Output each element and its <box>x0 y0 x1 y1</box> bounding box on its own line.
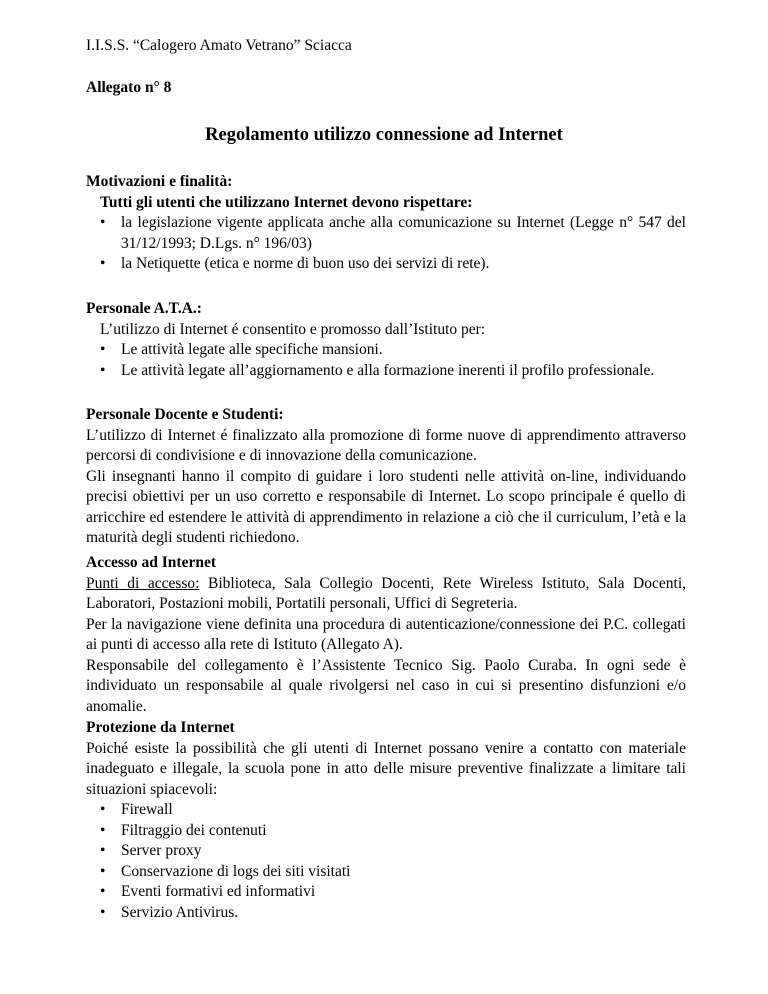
bullet-icon: • <box>100 903 106 921</box>
list-item: • Filtraggio dei contenuti <box>100 821 686 842</box>
section-intro: L’utilizzo di Internet é consentito e promosso dall’Istituto per: <box>100 320 486 338</box>
section-motivazioni <box>86 172 686 275</box>
access-label: Punti di accesso: <box>86 574 200 592</box>
list-item: • Eventi formativi ed informativi <box>100 882 686 903</box>
bullet-icon: • <box>100 821 106 839</box>
bullet-icon: • <box>100 862 106 880</box>
section-heading: Protezione da Internet <box>86 719 235 736</box>
list-item: • Le attività legate alle specifiche mansioni. <box>100 340 686 361</box>
list-item: • Le attività legate all’aggiornamento e alla formazione inerenti il profilo professionale. <box>100 361 686 382</box>
annex-number: Allegato n° 8 <box>86 79 172 96</box>
list-item: • la legislazione vigente applicata anche alla comunicazione su Internet (Legge n° 547 del 31/12/1993; D.Lgs. n° 196/03) <box>100 214 686 252</box>
paragraph: L’utilizzo di Internet é finalizzato alla promozione di forme nuove di apprendimento attraverso percorsi di condivisione e di innovazione della comunicazione. <box>86 426 686 464</box>
school-header: I.I.S.S. “Calogero Amato Vetrano” Sciacca <box>86 37 352 54</box>
bullet-icon: • <box>100 842 106 859</box>
section-heading: Personale Docente e Studenti: <box>86 406 284 423</box>
section-heading: Motivazioni e finalità: <box>86 173 233 190</box>
bullet-icon: • <box>100 341 106 358</box>
paragraph: Punti di accesso: Biblioteca, Sala Collegio Docenti, Rete Wireless Istituto, Sala Docenti, Laboratori, Postazioni mobili, Portatili personali, Uffici di Segreteria. <box>86 574 686 612</box>
section-protezione <box>86 718 686 923</box>
bullet-icon: • <box>100 214 106 231</box>
paragraph: Poiché esiste la possibilità che gli utenti di Internet possano venire a contatto con materiale inadeguato e illegale, la scuola pone in atto delle misure preventive finalizzate a limitare tali situazioni spiacevoli: <box>86 739 686 798</box>
bullet-list <box>86 800 686 923</box>
section-accesso <box>86 553 686 717</box>
section-heading: Personale A.T.A.: <box>86 300 202 317</box>
paragraph: Responsabile del collegamento è l’Assistente Tecnico Sig. Paolo Curaba. In ogni sede è individuato un responsabile al quale rivolgersi nel caso in cui si presentino disfunzioni e/o anomalie. <box>86 656 686 715</box>
bullet-list <box>86 340 686 381</box>
bullet-icon: • <box>100 361 106 379</box>
section-subheading: Tutti gli utenti che utilizzano Internet devono rispettare: <box>100 193 473 211</box>
list-item: • la Netiquette (etica e norme di buon uso dei servizi di rete). <box>100 254 686 275</box>
list-item: • Firewall <box>100 800 686 821</box>
section-personale-ata <box>86 299 686 381</box>
paragraph: Gli insegnanti hanno il compito di guidare i loro studenti nelle attività on-line, individuando precisi obiettivi per un uso corretto e responsabile di Internet. Lo scopo principale é quello di arricchire ed estendere le attività di apprendimento in relazione a ciò che il curriculum, l’età e la maturità degli studenti richiedono. <box>86 467 686 546</box>
list-item: • Servizio Antivirus. <box>100 903 686 924</box>
bullet-icon: • <box>100 883 106 900</box>
paragraph: Per la navigazione viene definita una procedura di autenticazione/connessione dei P.C. collegati ai punti di accesso alla rete di Istituto (Allegato A). <box>86 615 686 653</box>
section-heading: Accesso ad Internet <box>86 554 217 571</box>
bullet-list <box>86 213 686 275</box>
bullet-icon: • <box>100 801 106 818</box>
bullet-icon: • <box>100 255 106 272</box>
list-item: • Conservazione di logs dei siti visitati <box>100 862 686 883</box>
section-docenti-studenti <box>86 405 686 549</box>
page-title: Regolamento utilizzo connessione ad Internet <box>205 125 563 145</box>
list-item: • Server proxy <box>100 841 686 862</box>
